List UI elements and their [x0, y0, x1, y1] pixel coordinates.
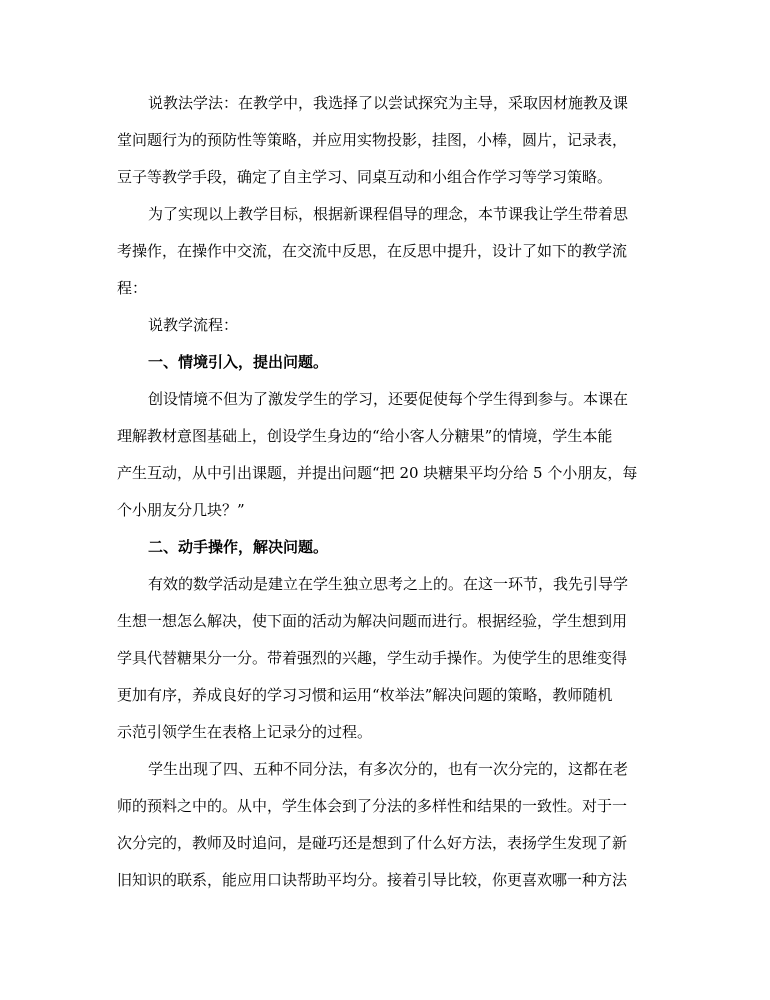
paragraph-line: 有效的数学活动是建立在学生独立思考之上的。在这一环节，我先引导学 [148, 575, 629, 593]
paragraph-line: 考操作，在操作中交流，在交流中反思，在反思中提升，设计了如下的教学流 [117, 242, 628, 260]
paragraph-line: 理解教材意图基础上，创设学生身边的“给小客人分糖果”的情境，学生本能 [117, 427, 613, 445]
paragraph-line: 旧知识的联系，能应用口诀帮助平均分。接着引导比较，你更喜欢哪一种方法 [117, 871, 628, 889]
paragraph-line: 创设情境不但为了激发学生的学习，还要促使每个学生得到参与。本课在 [148, 390, 629, 408]
paragraph-line: 豆子等教学手段，确定了自主学习、同桌互动和小组合作学习等学习策略。 [117, 168, 613, 186]
paragraph-line: 示范引领学生在表格上记录分的过程。 [117, 723, 373, 741]
paragraph-line: 堂问题行为的预防性等策略，并应用实物投影，挂图，小棒，圆片，记录表， [117, 131, 628, 149]
paragraph-line: 学生出现了四、五种不同分法，有多次分的，也有一次分完的，这都在老 [148, 760, 629, 778]
paragraph-line: 师的预料之中的。从中，学生体会到了分法的多样性和结果的一致性。对于一 [117, 797, 628, 815]
paragraph-line: 产生互动，从中引出课题，并提出问题“把 20 块糖果平均分给 5 个小朋友，每 [117, 464, 638, 482]
paragraph-line: 生想一想怎么解决，使下面的活动为解决问题而进行。根据经验，学生想到用 [117, 612, 628, 630]
paragraph-line: 说教法学法：在教学中，我选择了以尝试探究为主导，采取因材施教及课 [148, 94, 629, 112]
paragraph-line: 程： [117, 279, 148, 297]
section-heading: 二、动手操作，解决问题。 [148, 538, 329, 556]
paragraph-line: 为了实现以上教学目标，根据新课程倡导的理念，本节课我让学生带着思 [148, 205, 629, 223]
paragraph-line: 次分完的，教师及时追问，是碰巧还是想到了什么好方法，表扬学生发现了新 [117, 834, 628, 852]
paragraph-line: 学具代替糖果分一分。带着强烈的兴趣，学生动手操作。为使学生的思维变得 [117, 649, 628, 667]
section-label: 说教学流程： [148, 316, 239, 334]
section-heading: 一、情境引入，提出问题。 [148, 353, 329, 371]
paragraph-line: 个小朋友分几块？” [117, 501, 245, 519]
paragraph-line: 更加有序，养成良好的学习习惯和运用“枚举法”解决问题的策略，教师随机 [117, 686, 613, 704]
